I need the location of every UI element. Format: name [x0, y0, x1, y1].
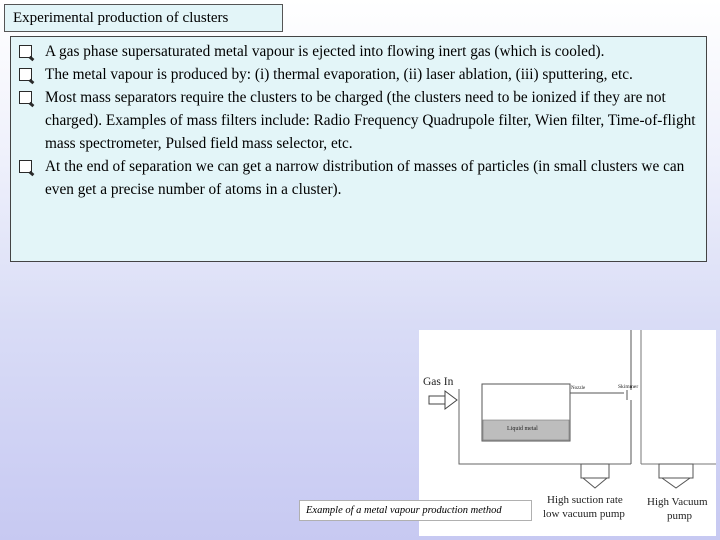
gas-in-arrow-head: [445, 391, 457, 409]
figure-caption: Example of a metal vapour production method: [299, 500, 532, 521]
bullet-item: [15, 40, 700, 63]
high-vacuum-pump-label-line1: High Vacuum: [647, 496, 708, 508]
nozzle-label: Nozzle: [571, 386, 586, 391]
bullet-item: [15, 155, 700, 201]
low-vacuum-pump-arrow: [583, 478, 607, 488]
low-vacuum-pump-label-line1: High suction rate: [547, 494, 623, 506]
bullet-list: [15, 40, 700, 201]
checkbox-bullet-icon: [19, 45, 32, 58]
high-vacuum-pump-label-line2: pump: [667, 510, 693, 522]
content-panel: [10, 36, 707, 262]
low-vacuum-pump-label-line2: low vacuum pump: [543, 508, 625, 520]
liquid-metal-label: Liquid metal: [507, 426, 538, 432]
bullet-text: Most mass separators require the clusters to be charged (the clusters need to be ionized if they are not charged). Examples of mass filters include: Radio Frequency Quadrupole filter, Wien filter, Time-of-flight mass spectrometer, Pulsed field mass selector, etc.: [45, 89, 696, 152]
high-vacuum-outlet: [659, 464, 693, 478]
high-vacuum-pump-arrow: [662, 478, 690, 488]
gas-in-arrow-shaft: [429, 396, 445, 404]
checkbox-bullet-icon: [19, 91, 32, 104]
skimmer-label: Skimmer: [618, 384, 639, 390]
gas-in-label: Gas In: [423, 376, 454, 388]
bullet-text: The metal vapour is produced by: (i) thermal evaporation, (ii) laser ablation, (iii) sputtering, etc.: [45, 66, 633, 83]
bullet-item: [15, 63, 700, 86]
bullet-text: A gas phase supersaturated metal vapour is ejected into flowing inert gas (which is cooled).: [45, 43, 605, 60]
slide-title: Experimental production of clusters: [4, 4, 283, 32]
low-vacuum-outlet: [581, 464, 609, 478]
bullet-item: [15, 86, 700, 155]
checkbox-bullet-icon: [19, 68, 32, 81]
bullet-text: At the end of separation we can get a narrow distribution of masses of particles (in small clusters we can even get a precise number of atoms in a cluster).: [45, 158, 685, 198]
checkbox-bullet-icon: [19, 160, 32, 173]
